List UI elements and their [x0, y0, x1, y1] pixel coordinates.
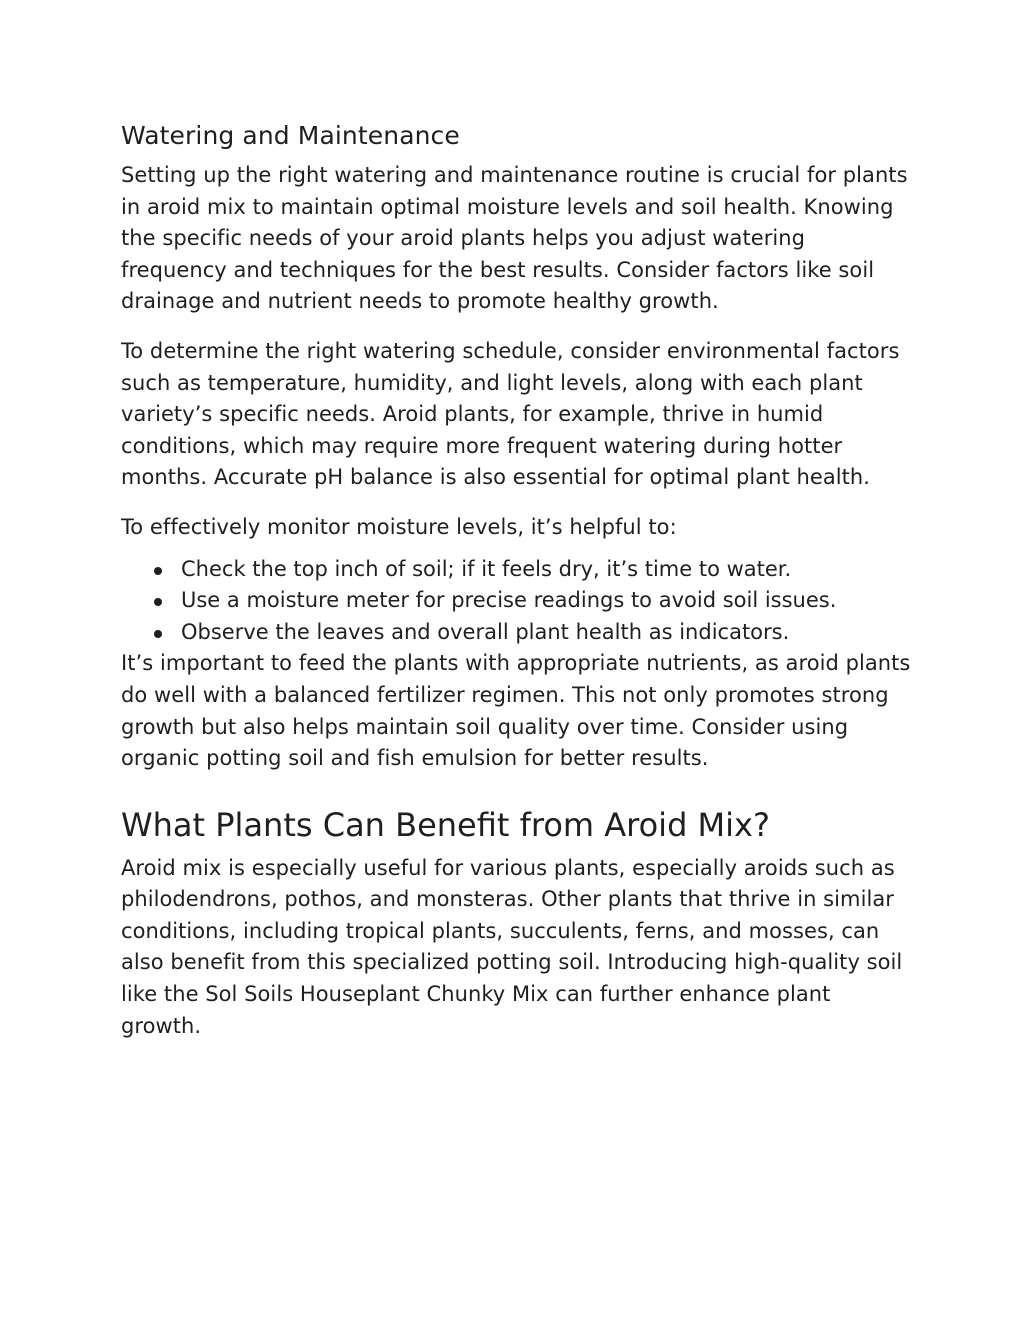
watering-paragraph-3: It’s important to feed the plants with appropriate nutrients, as aroid plants do well with a balanced fertilizer regimen. This not only promotes strong growth but also helps maintain soil quality over time. Consider using organic potting soil and fish emulsion for better results. [121, 651, 911, 771]
moisture-list-intro: To effectively monitor moisture levels, it’s helpful to: [121, 514, 677, 539]
moisture-tips-list [121, 554, 911, 649]
benefit-paragraph-1: Aroid mix is especially useful for various plants, especially aroids such as philodendrons, pothos, and monsteras. Other plants that thrive in similar conditions, including tropical plants, succulents, ferns, and mosses, can also benefit from this specialized potting soil. Introducing high-quality soil like the Sol Soils Houseplant Chunky Mix can further enhance plant growth. [121, 855, 903, 1038]
watering-paragraph-1: Setting up the right watering and maintenance routine is crucial for plants in aroid mix to maintain optimal moisture levels and soil health. Knowing the specific needs of your aroid plants helps you adjust watering frequency and techniques for the best results. Consider factors like soil drainage and nutrient needs to promote healthy growth. [121, 163, 908, 314]
list-item: Use a moisture meter for precise readings to avoid soil issues. [121, 585, 911, 617]
list-item: Observe the leaves and overall plant health as indicators. [121, 617, 911, 649]
list-item: Check the top inch of soil; if it feels dry, it’s time to water. [121, 554, 911, 586]
watering-paragraph-2: To determine the right watering schedule, consider environmental factors such as temperature, humidity, and light levels, along with each plant variety’s specific needs. Aroid plants, for example, thrive in humid conditions, which may require more frequent watering during hotter months. Accurate pH balance is also essential for optimal plant health. [121, 338, 900, 490]
watering-heading: Watering and Maintenance [121, 121, 460, 150]
document-page [121, 118, 911, 1060]
benefit-heading: What Plants Can Benefit from Aroid Mix? [121, 805, 770, 844]
